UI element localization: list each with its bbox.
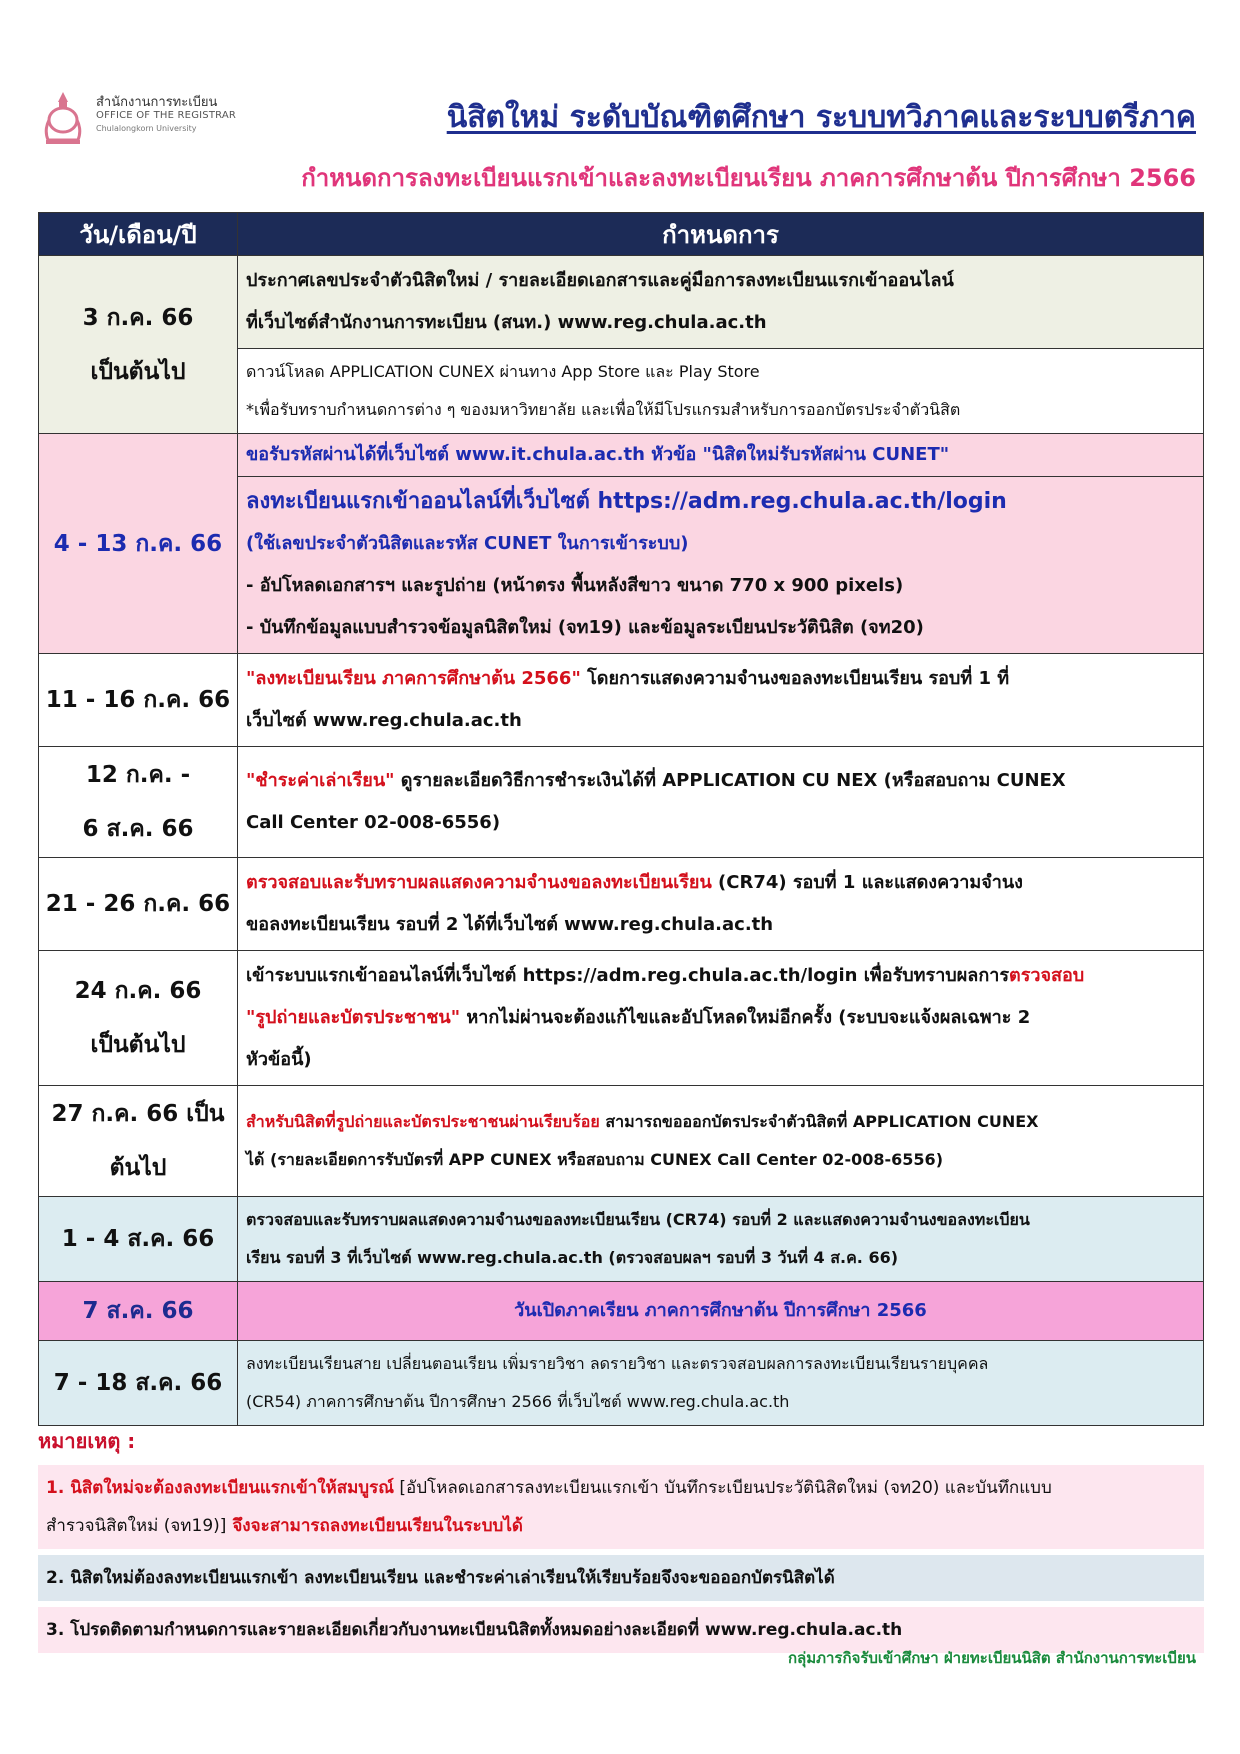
row-desc: "ลงทะเบียนเรียน ภาคการศึกษาต้น 2566" โดยการแสดงความจำนงขอลงทะเบียนเรียน รอบที่ 1 ที่ เว็บไซต์ www.reg.chula.ac.th — [238, 654, 1204, 747]
row-date: 27 ก.ค. 66 เป็น ต้นไป — [39, 1086, 238, 1197]
row-date: 7 - 18 ส.ค. 66 — [39, 1341, 238, 1426]
row-desc: ตรวจสอบและรับทราบผลแสดงความจำนงขอลงทะเบียนเรียน (CR74) รอบที่ 1 และแสดงความจำนง ขอลงทะเบียนเรียน รอบที่ 2 ได้ที่เว็บไซต์ www.reg.chula.ac.th — [238, 858, 1204, 951]
table-row — [39, 951, 1204, 1086]
header-schedule: กำหนดการ — [238, 213, 1204, 256]
table-row — [39, 654, 1204, 747]
notes-section — [38, 1425, 1204, 1659]
row-desc: ขอรับรหัสผ่านได้ที่เว็บไซต์ www.it.chula.ac.th หัวข้อ "นิสิตใหม่รับรหัสผ่าน CUNET" — [238, 434, 1204, 477]
table-header-row — [39, 213, 1204, 256]
row-date: 24 ก.ค. 66 เป็นต้นไป — [39, 951, 238, 1086]
table-row — [39, 256, 1204, 349]
page-title: นิสิตใหม่ ระดับบัณฑิตศึกษา ระบบทวิภาคและระบบตรีภาค — [446, 100, 1196, 135]
table-row — [39, 1197, 1204, 1282]
row-desc: เข้าระบบแรกเข้าออนไลน์ที่เว็บไซต์ https://adm.reg.chula.ac.th/login เพื่อรับทราบผลการตรวจสอบ "รูปถ่ายและบัตรประชาชน" หากไม่ผ่านจะต้องแก้ไขและอัปโหลดใหม่อีกครั้ง (ระบบจะแจ้งผลเฉพาะ 2 หัวข้อนี้) — [238, 951, 1204, 1086]
schedule-table — [38, 212, 1204, 1426]
chula-emblem-icon — [40, 90, 86, 146]
page-subtitle: กำหนดการลงทะเบียนแรกเข้าและลงทะเบียนเรียน ภาคการศึกษาต้น ปีการศึกษา 2566 — [301, 164, 1196, 192]
note-item: 1. นิสิตใหม่จะต้องลงทะเบียนแรกเข้าให้สมบูรณ์ [อัปโหลดเอกสารลงทะเบียนแรกเข้า บันทึกระเบียนประวัตินิสิตใหม่ (จท20) และบันทึกแบบ สำรวจนิสิตใหม่ (จท19)] จึงจะสามารถลงทะเบียนเรียนในระบบได้ — [38, 1465, 1204, 1549]
footer-credit: กลุ่มภารกิจรับเข้าศึกษา ฝ่ายทะเบียนนิสิต สำนักงานการทะเบียน — [787, 1649, 1196, 1667]
table-row — [39, 747, 1204, 858]
row-desc: ลงทะเบียนเรียนสาย เปลี่ยนตอนเรียน เพิ่มรายวิชา ลดรายวิชา และตรวจสอบผลการลงทะเบียนเรียนรายบุคคล (CR54) ภาคการศึกษาต้น ปีการศึกษา 2566 ที่เว็บไซต์ www.reg.chula.ac.th — [238, 1341, 1204, 1426]
row-date: 11 - 16 ก.ค. 66 — [39, 654, 238, 747]
table-row — [39, 1341, 1204, 1426]
table-row — [39, 858, 1204, 951]
logo-thai-text: สำนักงานการทะเบียน — [96, 95, 218, 110]
semester-open-text: วันเปิดภาคเรียน ภาคการศึกษาต้น ปีการศึกษา 2566 — [238, 1282, 1204, 1341]
note-item: 3. โปรดติดตามกำหนดการและรายละเอียดเกี่ยวกับงานทะเบียนนิสิตทั้งหมดอย่างละเอียดที่ www.reg.chula.ac.th — [38, 1607, 1204, 1653]
note-item: 2. นิสิตใหม่ต้องลงทะเบียนแรกเข้า ลงทะเบียนเรียน และชำระค่าเล่าเรียนให้เรียบร้อยจึงจะขอออกบัตรนิสิตได้ — [38, 1555, 1204, 1601]
table-row — [39, 1086, 1204, 1197]
row-desc: ลงทะเบียนแรกเข้าออนไลน์ที่เว็บไซต์ https://adm.reg.chula.ac.th/login (ใช้เลขประจำตัวนิสิตและรหัส CUNET ในการเข้าระบบ) - อัปโหลดเอกสารฯ และรูปถ่าย (หน้าตรง พื้นหลังสีขาว ขนาด 770 x 900 pixels) - บันทึกข้อมูลแบบสำรวจข้อมูลนิสิตใหม่ (จท19) และข้อมูลระเบียนประวัตินิสิต (จท20) — [238, 477, 1204, 654]
row-date: 4 - 13 ก.ค. 66 — [39, 434, 238, 654]
header-date: วัน/เดือน/ปี — [39, 213, 238, 256]
row-desc: ดาวน์โหลด APPLICATION CUNEX ผ่านทาง App Store และ Play Store *เพื่อรับทราบกำหนดการต่าง ๆ ของมหาวิทยาลัย และเพื่อให้มีโปรแกรมสำหรับการออกบัตรประจำตัวนิสิต — [238, 349, 1204, 434]
table-row — [39, 1282, 1204, 1341]
row-desc: ประกาศเลขประจำตัวนิสิตใหม่ / รายละเอียดเอกสารและคู่มือการลงทะเบียนแรกเข้าออนไลน์ ที่เว็บไซต์สำนักงานการทะเบียน (สนท.) www.reg.chula.ac.th — [238, 256, 1204, 349]
row-desc: สำหรับนิสิตที่รูปถ่ายและบัตรประชาชนผ่านเรียบร้อย สามารถขอออกบัตรประจำตัวนิสิตที่ APPLICATION CUNEX ได้ (รายละเอียดการรับบัตรที่ APP CUNEX หรือสอบถาม CUNEX Call Center 02-008-6556) — [238, 1086, 1204, 1197]
row-date: 12 ก.ค. - 6 ส.ค. 66 — [39, 747, 238, 858]
row-date: 21 - 26 ก.ค. 66 — [39, 858, 238, 951]
logo-english-text: OFFICE OF THE REGISTRAR — [96, 110, 237, 121]
logo-university-text: Chulalongkorn University — [96, 124, 197, 133]
row-date: 3 ก.ค. 66 เป็นต้นไป — [39, 256, 238, 434]
semester-open-date: 7 ส.ค. 66 — [39, 1282, 238, 1341]
table-row — [39, 434, 1204, 477]
notes-title: หมายเหตุ : — [38, 1429, 136, 1453]
row-date: 1 - 4 ส.ค. 66 — [39, 1197, 238, 1282]
row-desc: "ชำระค่าเล่าเรียน" ดูรายละเอียดวิธีการชำระเงินได้ที่ APPLICATION CU NEX (หรือสอบถาม CUNEX Call Center 02-008-6556) — [238, 747, 1204, 858]
registrar-logo — [40, 90, 270, 150]
row-desc: ตรวจสอบและรับทราบผลแสดงความจำนงขอลงทะเบียนเรียน (CR74) รอบที่ 2 และแสดงความจำนงขอลงทะเบียน เรียน รอบที่ 3 ที่เว็บไซต์ www.reg.chula.ac.th (ตรวจสอบผลฯ รอบที่ 3 วันที่ 4 ส.ค. 66) — [238, 1197, 1204, 1282]
